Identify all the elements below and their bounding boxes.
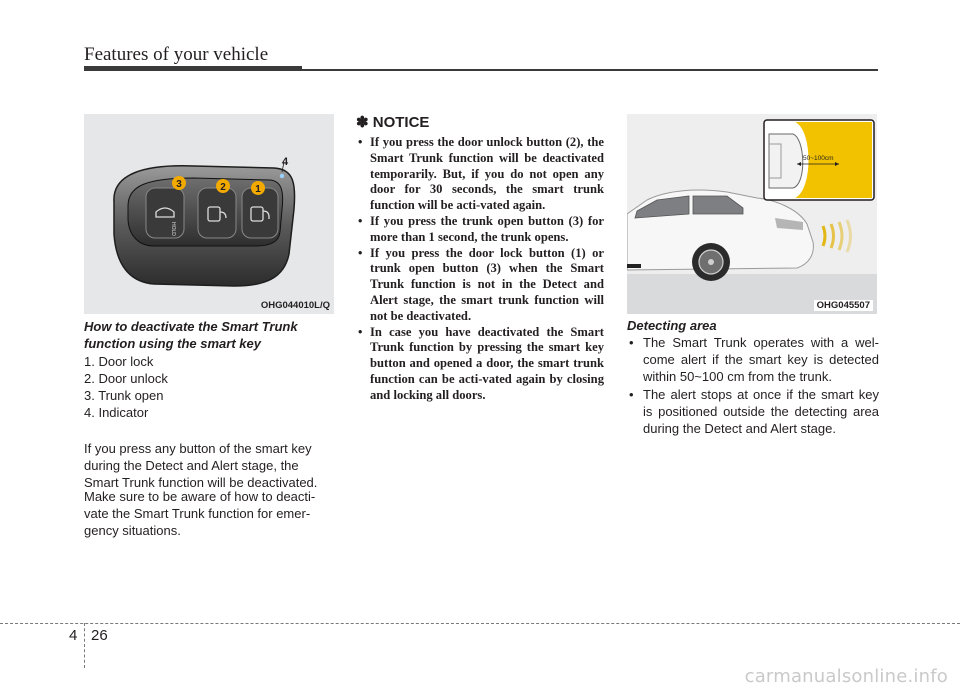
detecting-item: • The alert stops at once if the smart key is positioned outside the detecting area during the Detect and Alert stage. <box>629 387 879 436</box>
detecting-area-caption: Detecting area <box>627 318 717 333</box>
detecting-item: • The Smart Trunk operates with a wel-come alert if the smart key is detected within 50~100 cm from the trunk. <box>629 335 879 384</box>
svg-text:2: 2 <box>220 182 226 193</box>
body-paragraph-2: Make sure to be aware of how to deacti-vate the Smart Trunk function for emer-gency situations. <box>84 489 316 538</box>
header-rule-thin <box>302 69 878 71</box>
svg-text:3: 3 <box>176 179 182 190</box>
header-rule-thick <box>84 66 302 71</box>
site-watermark: carmanualsonline.info <box>744 666 948 687</box>
notice-list <box>356 135 604 404</box>
footer-rule <box>0 623 960 624</box>
callout-4: 4 <box>281 156 289 168</box>
figure-code-left: OHG044010L/Q <box>260 300 330 311</box>
footer-divider <box>84 623 85 668</box>
page-header-title: Features of your vehicle <box>84 44 269 65</box>
notice-item: • If you press the trunk open button (3) for more than 1 second, the trunk opens. <box>358 213 604 244</box>
legend-item: 3. Trunk open <box>84 388 164 403</box>
range-label: 50~100cm <box>803 155 834 162</box>
svg-text:1: 1 <box>255 184 261 195</box>
legend-item: 2. Door unlock <box>84 371 168 386</box>
body-paragraph-1: If you press any button of the smart key during the Detect and Alert stage, the Smart Trunk function will be deactivated. <box>84 441 318 490</box>
indicator-light <box>280 174 284 178</box>
figure-caption-left: How to deactivate the Smart Trunk function using the smart key <box>84 319 298 351</box>
page-number: 26 <box>91 627 108 644</box>
smart-key-figure <box>84 114 334 314</box>
chapter-number: 4 <box>69 627 78 644</box>
notice-item: • In case you have deactivated the Smart Trunk function by pressing the smart key button and opened a door, the smart trunk function can be acti-vated again by closing and locking all doors. <box>358 324 604 402</box>
button-legend <box>84 353 334 421</box>
legend-item: 1. Door lock <box>84 354 154 369</box>
notice-item: • If you press the door unlock button (2), the Smart Trunk function will be deactivated temporarily. But, if you do not open any door for 30 seconds, the smart trunk function will be acti-vated again. <box>358 135 604 213</box>
hold-label: HOLD <box>170 222 176 236</box>
notice-item: • If you press the door lock button (1) or trunk open button (3) when the Smart Trunk function is not in the Detect and Alert stage, the smart trunk function will not be deactivated. <box>358 245 604 323</box>
figure-code-right: OHG045507 <box>814 300 873 311</box>
smart-key-illustration <box>84 114 334 314</box>
detecting-area-illustration <box>627 114 877 314</box>
detecting-list <box>627 334 879 438</box>
detecting-area-figure <box>627 114 877 314</box>
notice-heading: ✽ NOTICE <box>356 114 430 131</box>
legend-item: 4. Indicator <box>84 405 149 420</box>
